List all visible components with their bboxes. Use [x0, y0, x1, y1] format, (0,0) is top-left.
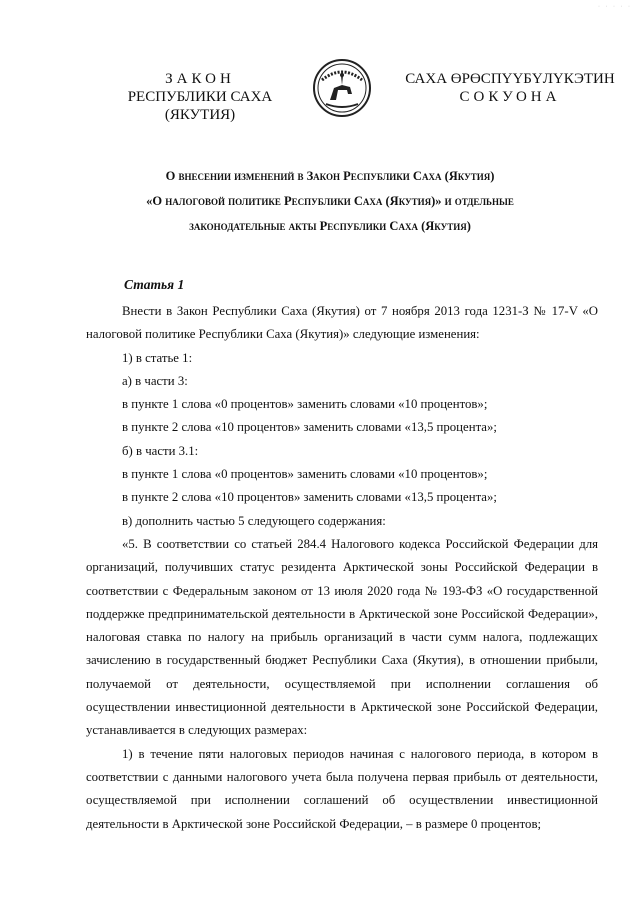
paragraph: 1) в статье 1: [122, 350, 193, 365]
paragraph: в пункте 2 слова «10 процентов» заменить словами «13,5 процента»; [122, 420, 497, 435]
header-left [100, 70, 300, 124]
article-heading: Статья 1 [124, 277, 185, 292]
paragraph: в пункте 1 слова «0 процентов» заменить словами «10 процентов»; [122, 467, 488, 482]
header-right-line2: СОКУОНА [459, 89, 561, 105]
paragraph: а) в части 3: [122, 373, 188, 388]
title-line2: «О налоговой политике Республики Саха (Якутия)» и отдельные [146, 194, 514, 208]
header-right-line1: САХА ӨРӨСПҮҮБҮЛҮКЭТИН [405, 71, 615, 87]
paragraph: б) в части 3.1: [122, 443, 199, 458]
header-left-line2: РЕСПУБЛИКИ САХА (ЯКУТИЯ) [127, 89, 273, 123]
title-line1: О внесении изменений в Закон Республики Саха (Якутия) [165, 169, 495, 183]
coat-of-arms-icon [312, 58, 372, 118]
paragraph: в пункте 2 слова «10 процентов» заменить словами «13,5 процента»; [122, 490, 497, 505]
header-left-line1: ЗАКОН [165, 71, 235, 87]
document-body [86, 300, 598, 836]
header-right [400, 70, 620, 106]
scan-artifact: · · · · · [598, 4, 632, 10]
paragraph: в пункте 1 слова «0 процентов» заменить словами «10 процентов»; [122, 397, 488, 412]
title-line3: законодательные акты Республики Саха (Якутия) [189, 219, 471, 233]
paragraph: в) дополнить частью 5 следующего содержания: [122, 513, 386, 528]
paragraph: 1) в течение пяти налоговых периодов начиная с налогового периода, в котором в соответствии с данными налогового учета была получена первая прибыль от деятельности, осуществляемой при исполнении соглашений об осуществлении инвестиционной деятельности в Арктической зоне Российской Федерации, – в размере 0 процентов; [86, 746, 598, 831]
document-title [60, 164, 600, 239]
paragraph: Внести в Закон Республики Саха (Якутия) от 7 ноября 2013 года 1231-З № 17-V «О налоговой политике Республики Саха (Якутия)» следующие изменения: [86, 304, 598, 342]
paragraph: «5. В соответствии со статьей 284.4 Налогового кодекса Российской Федерации для организаций, получивших статус резидента Арктической зоны Российской Федерации в соответствии с Федеральным законом от 13 июля 2020 года № 193-ФЗ «О государственной поддержке предпринимательской деятельности в Арктической зоне Российской Федерации», налоговая ставка по налогу на прибыль организаций в части сумм налога, подлежащих зачислению в государственный бюджет Республики Саха (Якутия), в отношении прибыли, получаемой от деятельности, осуществляемой при исполнении соглашения об осуществлении инвестиционной деятельности в Арктической зоне Российской Федерации, устанавливается в следующих размерах: [86, 536, 598, 738]
